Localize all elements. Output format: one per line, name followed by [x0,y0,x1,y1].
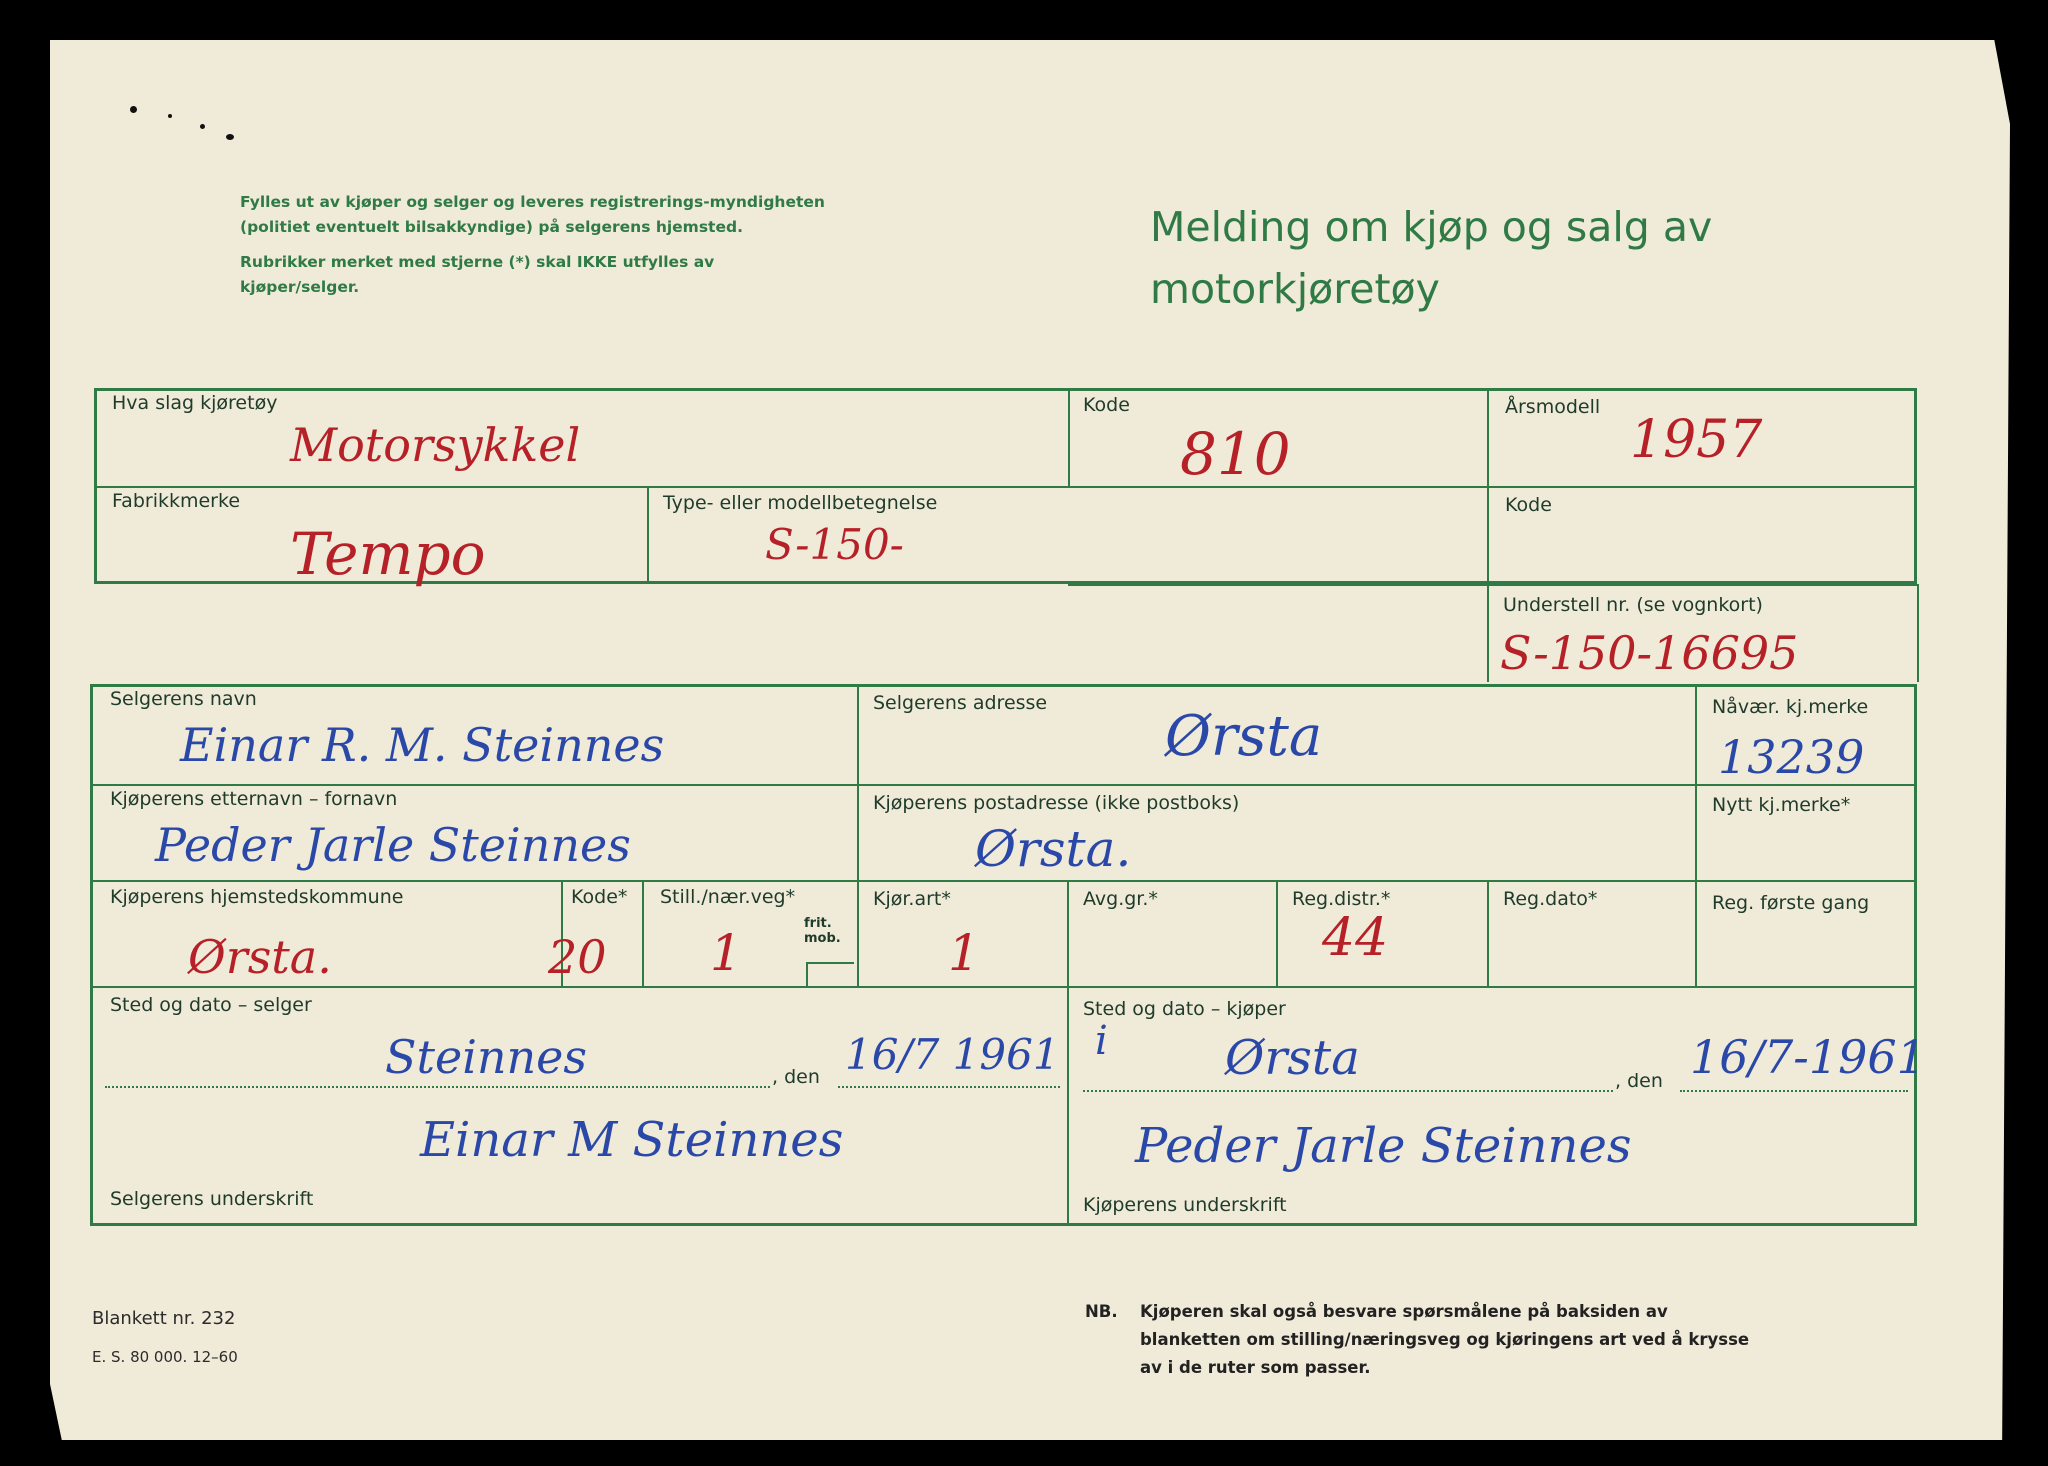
value-occupation: 1 [710,924,742,982]
value-seller-place: Steinnes [385,1030,588,1084]
value-buyer-place-prefix: i [1095,1018,1108,1064]
divider [90,880,1917,882]
seller-date-line [838,1086,1060,1088]
label-reg-date: Reg.dato* [1503,888,1598,910]
value-buyer-municipality: Ørsta. [188,930,332,984]
buyer-date-line [1680,1090,1908,1092]
divider [1068,388,1070,486]
value-type-designation: S-150- [765,520,904,569]
label-seller-name: Selgerens navn [110,688,257,710]
ink-speck [226,134,234,140]
label-seller-signature: Selgerens underskrift [110,1188,314,1210]
divider [647,486,649,584]
instructions-text-1: Fylles ut av kjøper og selger og leveres registrerings-myndigheten (politiet eventuelt bilsakkyndige) på selgerens hjemsted. [240,193,825,236]
divider [642,880,644,986]
print-code: E. S. 80 000. 12–60 [92,1348,238,1366]
value-kode: 810 [1180,420,1291,488]
label-den-seller: , den [772,1066,820,1088]
value-buyer-date: 16/7-1961 [1690,1030,1926,1084]
label-make: Fabrikkmerke [112,490,241,512]
label-buyer-municipality: Kjøperens hjemstedskommune [110,886,404,908]
label-buyer-signature: Kjøperens underskrift [1083,1194,1287,1216]
ink-speck [130,106,137,113]
seller-signature: Einar M Steinnes [420,1112,844,1168]
label-den-buyer: , den [1615,1070,1663,1092]
nb-label: NB. [1085,1302,1118,1321]
divider [1067,880,1069,1226]
divider [1487,388,1489,682]
value-buyer-address: Ørsta. [975,820,1132,878]
value-reg-district: 44 [1322,908,1389,968]
form-title [1150,196,1850,320]
value-model-year: 1957 [1630,410,1763,470]
label-occupation: Still./nær.veg* [660,886,796,908]
divider [1068,584,1917,586]
label-kode-2: Kode [1505,494,1552,516]
value-seller-date: 16/7 1961 [845,1030,1060,1079]
value-buyer-place: Ørsta [1225,1030,1360,1086]
value-seller-name: Einar R. M. Steinnes [180,718,665,772]
value-seller-address: Ørsta [1165,704,1323,769]
ink-speck [200,124,205,129]
label-buyer-name: Kjøperens etternavn – fornavn [110,788,398,810]
value-driving-type: 1 [948,924,980,982]
value-chassis-no: S-150-16695 [1500,626,1799,680]
label-model-year: Årsmodell [1505,396,1601,418]
instructions-text-2: Rubrikker merket med stjerne (*) skal IKKE utfylles av kjøper/selger. [240,253,715,296]
value-current-plate: 13239 [1718,730,1865,784]
label-frit-mob [804,916,844,946]
label-kode-star: Kode* [571,886,628,908]
divider [90,986,1917,988]
divider [1487,880,1489,986]
nb-text: Kjøperen skal også besvare spørsmålene på baksiden av blanketten om stilling/næringsveg og kjøringens art ved å krysse av i de ruter som passer. [1140,1302,1750,1377]
frit-mob-checkbox [806,962,854,986]
label-fee-group: Avg.gr.* [1083,888,1158,910]
nb-note [1085,1298,1785,1382]
label-reg-district: Reg.distr.* [1292,888,1391,910]
divider [857,684,859,986]
label-driving-type: Kjør.art* [873,888,951,910]
label-buyer-address: Kjøperens postadresse (ikke postboks) [873,792,1240,814]
label-chassis-no: Understell nr. (se vognkort) [1503,594,1763,616]
divider [1276,880,1278,986]
frit-mob-text: frit. mob. [804,916,841,946]
value-vehicle-type: Motorsykkel [290,418,581,472]
label-buyer-place-date: Sted og dato – kjøper [1083,998,1286,1020]
seller-place-line [105,1086,770,1088]
label-type-designation: Type- eller modellbetegnelse [663,492,938,514]
label-seller-address: Selgerens adresse [873,692,1048,714]
title-line-1: Melding om kjøp og salg av [1150,203,1713,251]
label-kode: Kode [1083,394,1130,416]
label-seller-place-date: Sted og dato – selger [110,994,312,1016]
value-make: Tempo [290,520,486,588]
buyer-place-line [1083,1090,1613,1092]
title-line-2: motorkjøretøy [1150,265,1440,313]
divider [1695,684,1697,986]
label-first-reg: Reg. første gang [1712,892,1870,914]
label-new-plate: Nytt kj.merke* [1712,794,1851,816]
value-kode: 20 [548,930,607,984]
form-number: Blankett nr. 232 [92,1308,236,1329]
buyer-signature: Peder Jarle Steinnes [1135,1118,1632,1174]
divider [90,784,1917,786]
label-current-plate: Nåvær. kj.merke [1712,696,1869,718]
ink-speck [168,114,172,118]
divider [1917,584,1919,682]
instructions [240,190,830,310]
label-vehicle-type: Hva slag kjøretøy [112,392,278,414]
value-buyer-name: Peder Jarle Steinnes [155,818,631,872]
divider [94,486,1917,488]
